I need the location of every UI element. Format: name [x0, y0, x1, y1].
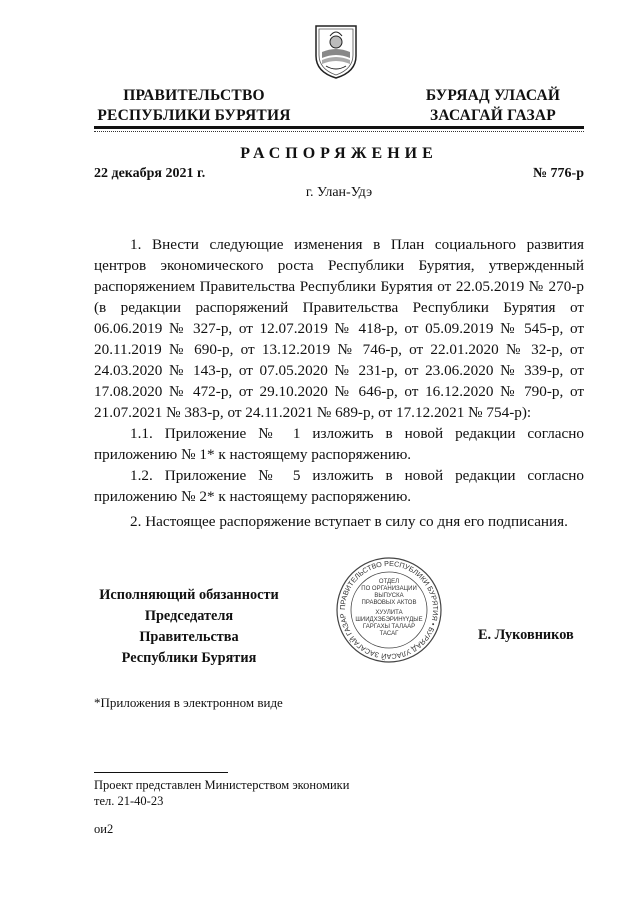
document-title: РАСПОРЯЖЕНИЕ	[240, 145, 438, 162]
stamp-line-2: ПО ОРГАНИЗАЦИИ	[361, 586, 417, 592]
stamp-line-4: ПРАВОВЫХ АКТОВ	[361, 600, 417, 606]
paragraph-1-2: 1.2. Приложение № 5 изложить в новой редакции согласно приложению № 2* к настоящему распоряжению.	[94, 467, 584, 505]
stamp-ring-text: ПРАВИТЕЛЬСТВО РЕСПУБЛИКИ БУРЯТИЯ • БУРЯАД УЛАСАЙ ЗАСАГАЙ ГАЗАР	[337, 558, 441, 662]
document-city: г. Улан-Удэ	[305, 185, 373, 200]
paragraph-1: 1. Внести следующие изменения в План социального развития центров экономического роста Республики Бурятия, утвержденный распоряжением Правительства Республики Бурятия от 22.05.2019 № 270-р (в редакции распоряжений Правительства Республики Бурятия от 06.06.2019 № 327-р, от 12.07.2019 № 418-р, от 05.09.2019 № 545-р, от 20.11.2019 № 690-р, от 13.12.2019 № 746-р, от 22.01.2020 № 32-р, от 24.03.2020 № 143-р, от 07.05.2020 № 231-р, от 23.06.2020 № 339-р, от 17.08.2020 № 472-р, от 29.10.2020 № 646-р, от 16.12.2020 № 790-р, от 21.07.2021 № 383-р, от 24.11.2021 № 689-р, от 17.12.2021 № 754-р):	[94, 236, 584, 421]
org-name-bur-line2: ЗАСАГАЙ ГАЗАР	[430, 107, 556, 124]
signatory-title	[94, 585, 284, 669]
footer-ministry: Проект представлен Министерством экономики	[94, 778, 350, 792]
footer-phone: тел. 21-40-23	[94, 794, 164, 808]
footer-rule	[94, 772, 228, 773]
body-text	[94, 234, 584, 507]
header-right	[408, 86, 578, 126]
paragraph-1-1: 1.1. Приложение № 1 изложить в новой редакции согласно приложению № 1* к настоящему распоряжению.	[94, 425, 584, 463]
document-number: № 776-р	[532, 166, 584, 181]
official-stamp	[335, 556, 443, 664]
stamp-line-3: ВЫПУСКА	[374, 593, 404, 599]
signatory-name: Е. Луковников	[478, 627, 574, 643]
attachments-note: *Приложения в электронном виде	[94, 695, 283, 710]
stamp-line-5: ХУУЛИТА	[375, 610, 403, 616]
header-dotted-rule	[94, 131, 584, 132]
signatory-line-1: Исполняющий обязанности	[99, 587, 279, 603]
header-rule	[94, 126, 584, 129]
coat-of-arms-icon	[312, 22, 360, 80]
stamp-line-6: ШИИДХЭБЭРИНҮҮДЫЕ	[355, 617, 423, 623]
org-name-ru-line1: ПРАВИТЕЛЬСТВО	[123, 87, 265, 104]
paragraph-2: 2. Настоящее распоряжение вступает в силу со дня его подписания.	[130, 513, 568, 530]
org-name-bur-line1: БУРЯАД УЛАСАЙ	[425, 87, 561, 104]
signatory-line-3: Республики Бурятия	[121, 650, 257, 666]
org-name-ru-line2: РЕСПУБЛИКИ БУРЯТИЯ	[97, 107, 291, 124]
stamp-line-8: ТАСАГ	[379, 631, 399, 637]
body-text-2	[94, 511, 584, 532]
document-date: 22 декабря 2021 г.	[94, 166, 206, 181]
header-left	[94, 86, 294, 126]
footer-code: ои2	[94, 822, 114, 836]
stamp-line-7: ГАРГАХЫ ТАЛААР	[362, 624, 416, 630]
signatory-line-2: Председателя Правительства	[139, 608, 239, 645]
stamp-line-1: ОТДЕЛ	[378, 579, 400, 585]
